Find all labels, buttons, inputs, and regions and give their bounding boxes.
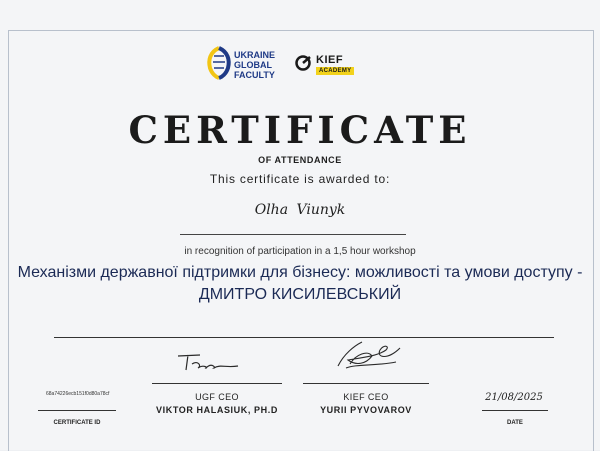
ugf-ceo-role: UGF CEO — [195, 392, 239, 402]
recipient-name: Olha Viunyk — [254, 202, 346, 218]
certificate-border — [8, 30, 594, 451]
kief-logo — [294, 54, 352, 84]
certificate-id-label: CERTIFICATE ID — [53, 420, 101, 426]
ugf-ceo-signature-line — [152, 383, 282, 384]
date-value: 21/08/2025 — [485, 392, 543, 403]
awarded-to-text: This certificate is awarded to: — [209, 172, 391, 186]
ugf-ceo-name: VIKTOR HALASIUK, PH.D — [156, 405, 278, 415]
recognition-text: in recognition of participation in a 1,5 hour workshop — [184, 246, 416, 257]
kief-ring-icon — [294, 54, 312, 72]
kief-logo-text: KIEF — [316, 54, 344, 66]
certificate-id-line — [38, 410, 116, 411]
section-divider — [54, 337, 554, 338]
kief-ceo-name: YURII PYVOVAROV — [320, 405, 412, 415]
recipient-underline — [180, 234, 406, 235]
date-label: DATE — [507, 420, 523, 426]
ugf-logo-text: UKRAINE GLOBAL FACULTY — [234, 50, 276, 80]
kief-ceo-signature — [326, 336, 412, 376]
date-line — [482, 410, 548, 411]
certificate-subtitle: OF ATTENDANCE — [258, 155, 342, 165]
workshop-title: Механізми державної підтримки для бізнесу: можливості та умови доступу - ДМИТРО КИСИЛЕВСЬКИЙ — [17, 264, 583, 303]
kief-academy-badge: ACADEMY — [316, 67, 354, 75]
logos-row — [0, 46, 600, 86]
kief-ceo-role: KIEF CEO — [343, 392, 389, 402]
certificate-title: CERTIFICATE — [128, 108, 472, 152]
ugf-emblem-icon — [206, 46, 232, 80]
certificate-id-value: 68a74226ecb151f0d80a78cf — [46, 391, 110, 397]
ugf-ceo-signature — [168, 346, 248, 376]
kief-ceo-signature-line — [303, 383, 429, 384]
ugf-logo — [206, 46, 276, 86]
